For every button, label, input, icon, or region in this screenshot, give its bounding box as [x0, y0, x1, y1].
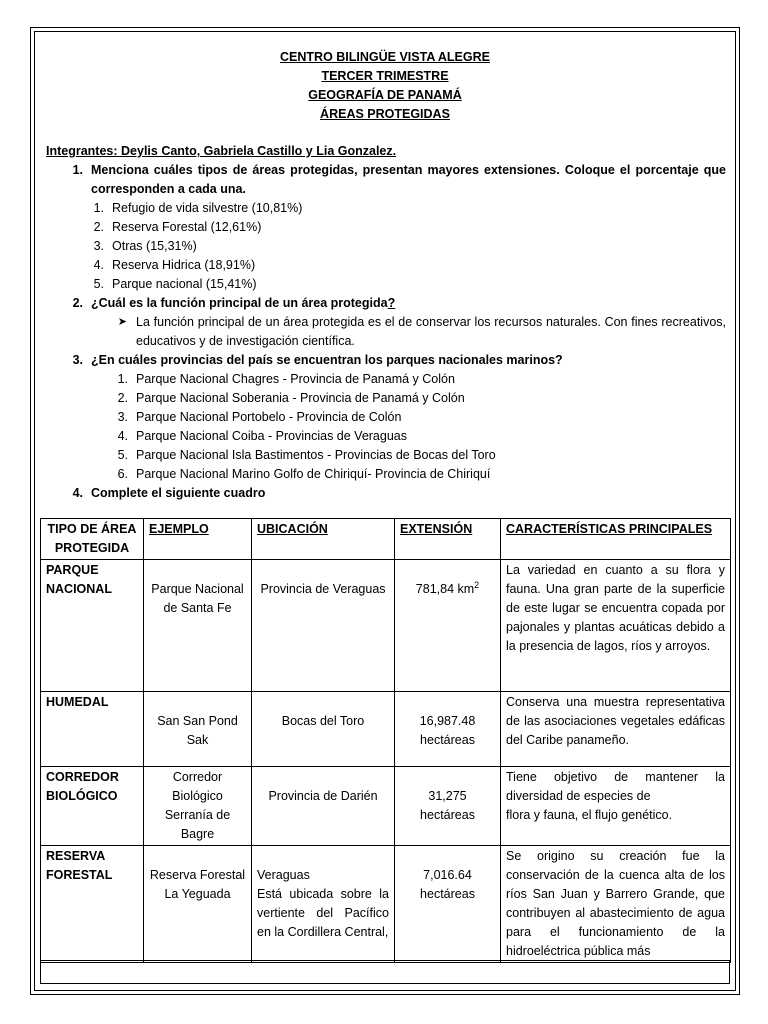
list-item [46, 427, 726, 446]
cell-tipo: RESERVA FORESTAL [41, 846, 144, 963]
cell-caracteristicas: La variedad en cuanto a su flora y fauna. Una gran parte de la superficie de este lugar se encuentra copada por pajonales y plantas acuáticas debido a la presencia de lagos, ríos y arroyos. [501, 560, 731, 692]
list-item [46, 218, 726, 237]
item-number: 1. [117, 372, 128, 386]
item-number: 4. [117, 429, 128, 443]
extension-value: 781,84 km [415, 582, 475, 596]
item-number: 2. [93, 220, 104, 234]
cell-tipo: HUMEDAL [41, 692, 144, 767]
characteristics-line: Tiene objetivo de mantener la diversidad de especies de [506, 770, 725, 803]
cell-tipo: PARQUE NACIONAL [41, 560, 144, 692]
header-ubicacion: UBICACIÓN [252, 519, 395, 560]
table-row [41, 560, 731, 692]
footer-row-box [40, 960, 730, 984]
characteristics-line: flora y fauna, el flujo genético. [506, 808, 673, 822]
cell-ubicacion: Provincia de Veraguas [252, 560, 395, 692]
header-tipo: TIPO DE ÁREA PROTEGIDA [41, 519, 144, 560]
location-line: Veraguas [257, 868, 310, 882]
answer-text: La función principal de un área protegida es el de conservar los recursos naturales. Con fines recreativos, educativos y de investigación científica. [136, 315, 726, 348]
list-item [46, 237, 726, 256]
question-number: 3. [72, 353, 83, 367]
list-item [46, 199, 726, 218]
cell-ubicacion [252, 846, 395, 963]
list-item [46, 275, 726, 294]
item-number: 3. [93, 239, 104, 253]
questions-section [46, 142, 726, 503]
list-item [46, 446, 726, 465]
item-number: 3. [117, 410, 128, 424]
item-number: 6. [117, 467, 128, 481]
item-text: Reserva Hidrica (18,91%) [112, 258, 256, 272]
question-2 [46, 294, 726, 313]
question-number: 1. [72, 163, 83, 177]
item-text: Parque Nacional Portobelo - Provincia de Colón [136, 410, 402, 424]
question-1 [46, 161, 726, 199]
arrow-bullet-icon: ➤ [117, 316, 127, 328]
term-title: TERCER TRIMESTRE [321, 69, 449, 83]
item-text: Otras (15,31%) [112, 239, 197, 253]
cell-caracteristicas [501, 767, 731, 846]
cell-extension [395, 560, 501, 692]
document-header [34, 48, 736, 124]
question-number: 4. [72, 486, 83, 500]
table-header-row [41, 519, 731, 560]
list-item [46, 256, 726, 275]
cell-extension: 31,275 hectáreas [395, 767, 501, 846]
question-text: Menciona cuáles tipos de áreas protegidas, presentan mayores extensiones. Coloque el porcentaje que corresponden a cada una. [91, 163, 726, 196]
extension-unit-sup: 2 [474, 579, 480, 590]
answer-2 [46, 313, 726, 351]
cell-ejemplo: Corredor Biológico Serranía de Bagre [144, 767, 252, 846]
item-text: Parque Nacional Isla Bastimentos - Provincias de Bocas del Toro [136, 448, 496, 462]
question-text: ¿En cuáles provincias del país se encuentran los parques nacionales marinos? [91, 353, 563, 367]
header-extension: EXTENSIÓN [395, 519, 501, 560]
cell-tipo: CORREDOR BIOLÓGICO [41, 767, 144, 846]
cell-caracteristicas: Conserva una muestra representativa de las asociaciones vegetales edáficas del Caribe panameño. [501, 692, 731, 767]
item-text: Parque Nacional Chagres - Provincia de Panamá y Colón [136, 372, 455, 386]
list-item [46, 408, 726, 427]
table-row [41, 767, 731, 846]
topic-title: ÁREAS PROTEGIDAS [320, 107, 450, 121]
cell-ubicacion: Provincia de Darién [252, 767, 395, 846]
cell-ejemplo: San San Pond Sak [144, 692, 252, 767]
item-number: 2. [117, 391, 128, 405]
question-text [91, 294, 726, 313]
question-mark: ? [387, 296, 396, 310]
team-members: Integrantes: Deylis Canto, Gabriela Castillo y Lia Gonzalez. [46, 144, 397, 158]
question-text-main: ¿Cuál es la función principal de un área protegida [91, 296, 388, 310]
item-text: Reserva Forestal (12,61%) [112, 220, 262, 234]
question-text: Complete el siguiente cuadro [91, 486, 266, 500]
cell-extension: 7,016.64 hectáreas [395, 846, 501, 963]
subject-title: GEOGRAFÍA DE PANAMÁ [308, 88, 462, 102]
list-item [46, 389, 726, 408]
table-row [41, 846, 731, 963]
question-3 [46, 351, 726, 370]
cell-extension: 16,987.48 hectáreas [395, 692, 501, 767]
item-text: Parque nacional (15,41%) [112, 277, 257, 291]
header-caracteristicas: CARACTERÍSTICAS PRINCIPALES [501, 519, 731, 560]
protected-areas-table [40, 518, 731, 963]
item-text: Refugio de vida silvestre (10,81%) [112, 201, 303, 215]
cell-caracteristicas: Se origino su creación fue la conservación de la cuenca alta de los ríos San Juan y Barrero Grande, que contribuyen al abastecimiento de agua para el funcionamiento de la hidroeléctrica pública más [501, 846, 731, 963]
cell-ejemplo: Parque Nacional de Santa Fe [144, 560, 252, 692]
item-text: Parque Nacional Marino Golfo de Chiriquí- Provincia de Chiriquí [136, 467, 491, 481]
location-line: Está ubicada sobre la vertiente del Pacífico en la Cordillera Central, [257, 887, 389, 939]
item-number: 4. [93, 258, 104, 272]
header-ejemplo: EJEMPLO [144, 519, 252, 560]
list-item [46, 370, 726, 389]
item-number: 1. [93, 201, 104, 215]
table-row [41, 692, 731, 767]
question-number: 2. [72, 296, 83, 310]
item-text: Parque Nacional Soberania - Provincia de Panamá y Colón [136, 391, 465, 405]
item-number: 5. [117, 448, 128, 462]
item-number: 5. [93, 277, 104, 291]
cell-ejemplo: Reserva Forestal La Yeguada [144, 846, 252, 963]
school-name: CENTRO BILINGÜE VISTA ALEGRE [280, 50, 490, 64]
list-item [46, 465, 726, 484]
cell-ubicacion: Bocas del Toro [252, 692, 395, 767]
question-4 [46, 484, 726, 503]
item-text: Parque Nacional Coiba - Provincias de Veraguas [136, 429, 407, 443]
